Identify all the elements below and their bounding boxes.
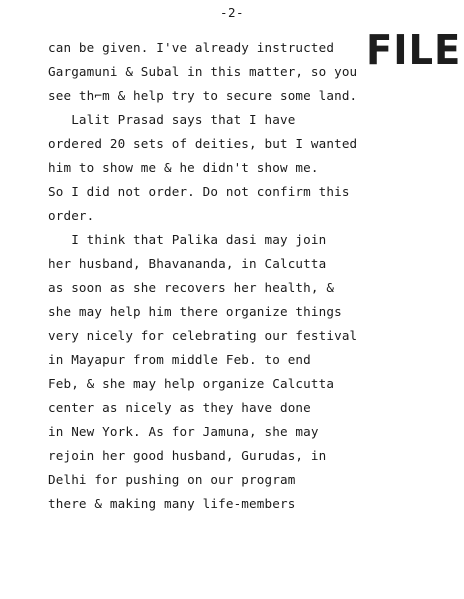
letter-line-17: in New York. As for Jamuna, she may bbox=[48, 424, 319, 439]
letter-line-8: order. bbox=[48, 208, 95, 223]
page-number: -2- bbox=[219, 5, 245, 20]
letter-line-2: Gargamuni & Subal in this matter, so you bbox=[48, 64, 358, 79]
letter-line-11: as soon as she recovers her health, & bbox=[48, 280, 335, 295]
letter-line-18: rejoin her good husband, Gurudas, in bbox=[48, 448, 327, 463]
letter-line-19: Delhi for pushing on our program bbox=[48, 472, 296, 487]
letter-line-12: she may help him there organize things bbox=[48, 304, 342, 319]
letter-line-7: So I did not order. Do not confirm this bbox=[48, 184, 350, 199]
letter-line-20: there & making many life-members bbox=[48, 496, 296, 511]
letter-line-15: Feb, & she may help organize Calcutta bbox=[48, 376, 335, 391]
letter-line-16: center as nicely as they have done bbox=[48, 400, 311, 415]
letter-line-10: her husband, Bhavananda, in Calcutta bbox=[48, 256, 327, 271]
letter-line-4: Lalit Prasad says that I have bbox=[48, 112, 296, 127]
letter-line-13: very nicely for celebrating our festival bbox=[48, 328, 358, 343]
letter-line-6: him to show me & he didn't show me. bbox=[48, 160, 319, 175]
letter-line-1: can be given. I've already instructed bbox=[48, 40, 335, 55]
letter-line-9: I think that Palika dasi may join bbox=[48, 232, 327, 247]
letter-line-5: ordered 20 sets of deities, but I wanted bbox=[48, 136, 358, 151]
letter-line-3: see th⌐m & help try to secure some land. bbox=[48, 88, 358, 103]
letter-line-14: in Mayapur from middle Feb. to end bbox=[48, 352, 311, 367]
file-stamp: FILE bbox=[366, 26, 462, 74]
